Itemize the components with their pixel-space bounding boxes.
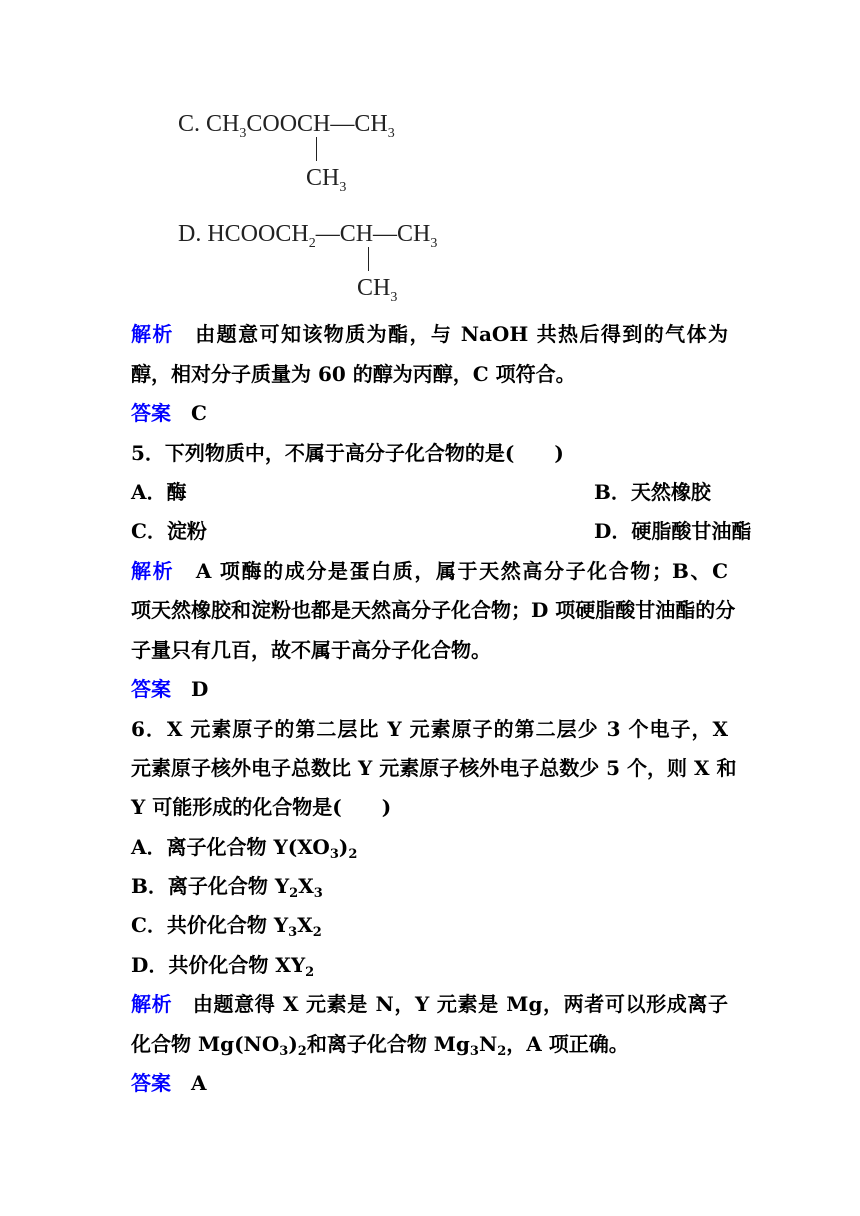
q5-answer-label: 答案: [131, 677, 171, 701]
q6-question-line-1: 6．X 元素原子的第二层比 Y 元素原子的第二层少 3 个电子，X: [131, 717, 728, 741]
q5-options-row-2: [131, 519, 860, 543]
formula-d: D. $HCOOCH_2—CH—CH_3$: [178, 221, 438, 251]
formula-d-bond: [368, 247, 369, 271]
formula-c: C. $CH_3COOCH—CH_3$: [178, 111, 395, 141]
q6-question-line-2: 元素原子核外电子总数比 Y 元素原子核外电子总数少 5 个，则 X 和: [131, 756, 737, 780]
q6-question-line-3: Y 可能形成的化合物是( ): [131, 795, 392, 819]
q6-answer: 答案 A: [131, 1071, 207, 1095]
q6-option-b: B．离子化合物 $Y_2X_3$: [131, 874, 323, 901]
q5-options-row-1: [131, 480, 860, 504]
q6-analysis-line-1: 解析 由题意得 X 元素是 N，Y 元素是 Mg，两者可以形成离子: [131, 992, 729, 1016]
q6-option-d: D．共价化合物 $XY_2$: [131, 953, 315, 980]
formula-c-bond: [316, 137, 317, 161]
q4-answer: 答案 C: [131, 401, 207, 425]
q5-option-d: D．硬脂酸甘油酯: [594, 519, 752, 543]
q5-option-a: A．酶: [131, 480, 187, 504]
q5-question: 5．下列物质中，不属于高分子化合物的是( ): [131, 441, 564, 465]
q5-option-c: C．淀粉: [131, 519, 207, 543]
formula-d-branch: $CH_3$: [357, 275, 398, 305]
q4-analysis-label: 解析: [131, 322, 174, 346]
q5-answer: 答案 D: [131, 677, 209, 701]
q5-analysis-label: 解析: [131, 559, 175, 583]
q5-analysis-line-2: 项天然橡胶和淀粉也都是天然高分子化合物；D 项硬脂酸甘油酯的分: [131, 598, 736, 622]
q4-analysis-line-1: 解析 由题意可知该物质为酯，与 NaOH 共热后得到的气体为: [131, 322, 729, 346]
q6-analysis-label: 解析: [131, 992, 173, 1016]
q5-analysis-line-3: 子量只有几百，故不属于高分子化合物。: [131, 638, 491, 662]
formula-c-branch: $CH_3$: [306, 165, 347, 195]
q5-analysis-line-1: 解析 A 项酶的成分是蛋白质，属于天然高分子化合物；B、C: [131, 559, 729, 583]
q6-option-c: C．共价化合物 $Y_3X_2$: [131, 913, 322, 940]
q6-answer-label: 答案: [131, 1071, 171, 1095]
q5-option-b: B．天然橡胶: [594, 480, 711, 504]
q6-option-a: A．离子化合物 $Y(XO_3)_2$: [131, 835, 358, 862]
q4-answer-label: 答案: [131, 401, 171, 425]
q6-analysis-line-2: 化合物 $Mg(NO_3)_2$和离子化合物 $Mg_3N_2$，A 项正确。: [131, 1032, 629, 1059]
q4-analysis-line-2: 醇，相对分子质量为 60 的醇为丙醇，C 项符合。: [131, 362, 576, 386]
